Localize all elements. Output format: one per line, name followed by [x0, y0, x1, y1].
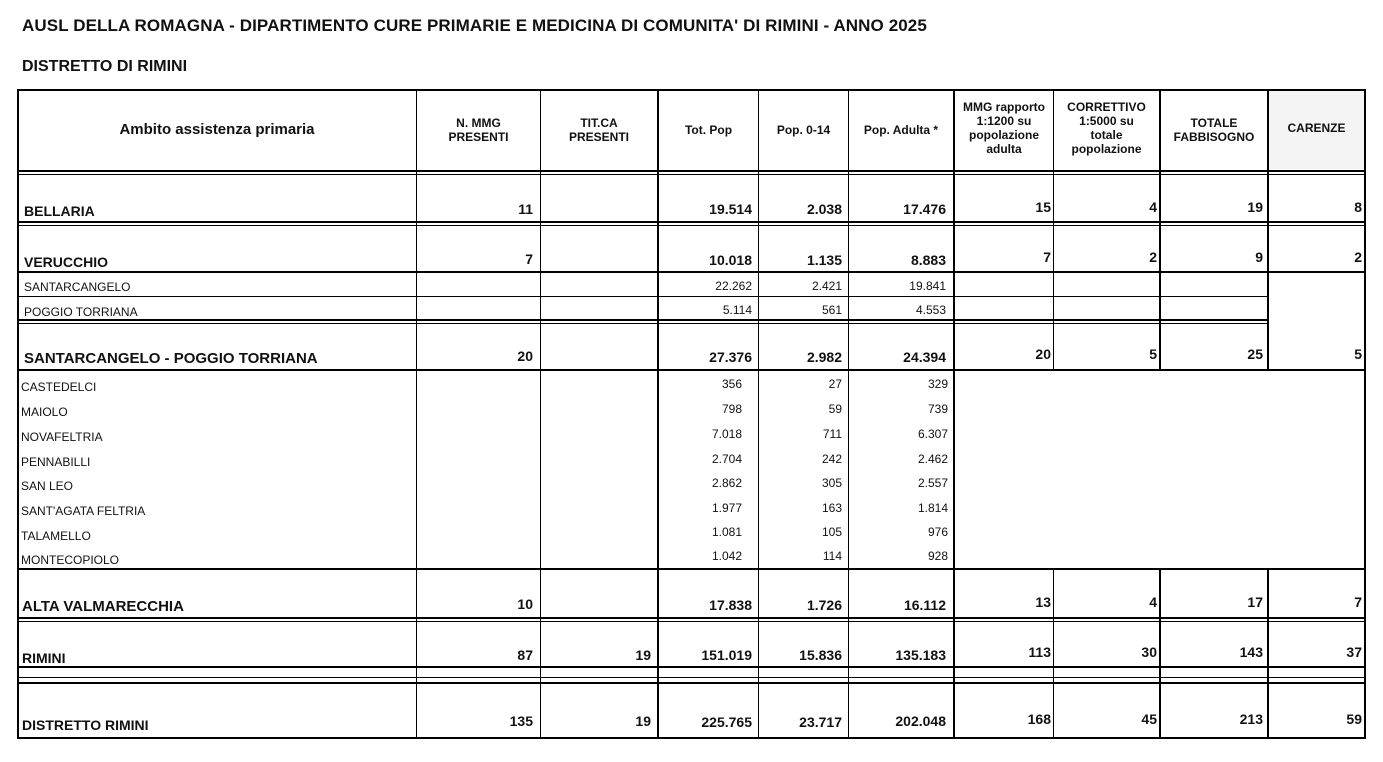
rule-header-double [17, 174, 1366, 175]
cell-mmg: 7 [525, 251, 533, 267]
cell-totpop: 225.765 [701, 714, 752, 730]
row-name: DISTRETTO RIMINI [22, 717, 149, 733]
cell-totpop: 798 [721, 402, 742, 416]
cell-adulta: 19.841 [909, 279, 946, 293]
header-correttivo-line3: totale [1090, 128, 1123, 142]
cell-totpop: 2.862 [711, 476, 742, 490]
cell-fabbisogno: 143 [1239, 644, 1263, 660]
cell-titca: 19 [635, 713, 651, 729]
rule-header-bottom [17, 170, 1366, 172]
cell-carenze: 37 [1346, 644, 1362, 660]
row-name: MAIOLO [21, 405, 68, 419]
cell-rapporto: 168 [1027, 711, 1051, 727]
row-name: BELLARIA [24, 203, 95, 219]
cell-pop014: 23.717 [799, 714, 842, 730]
cell-rapporto: 15 [1035, 199, 1051, 215]
cell-pop014: 242 [821, 452, 842, 466]
cell-correttivo: 4 [1149, 594, 1157, 610]
cell-rapporto: 20 [1035, 346, 1051, 362]
cell-pop014: 561 [821, 303, 842, 317]
row-name: RIMINI [22, 650, 66, 666]
header-rapporto-line3: popolazione [969, 128, 1039, 142]
cell-pop014: 59 [828, 402, 842, 416]
header-mmg-line2: PRESENTI [448, 130, 509, 144]
cell-pop014: 2.038 [806, 201, 842, 217]
cell-pop014: 1.726 [806, 597, 842, 613]
cell-mmg: 135 [509, 713, 533, 729]
cell-adulta: 24.394 [903, 349, 946, 365]
header-correttivo-line2: 1:5000 su [1079, 114, 1134, 128]
cell-pop014: 15.836 [799, 647, 842, 663]
cell-adulta: 202.048 [895, 713, 946, 729]
col-sep-mmg [540, 91, 541, 738]
cell-pop014: 711 [822, 427, 842, 441]
rule-santpoggio-bottom [17, 369, 1366, 371]
col-sep-ambito [416, 91, 417, 738]
cell-adulta: 6.307 [917, 427, 948, 441]
cell-adulta: 329 [927, 377, 948, 391]
header-correttivo [1054, 100, 1159, 156]
cell-adulta: 2.462 [917, 452, 948, 466]
cell-carenze: 8 [1354, 199, 1362, 215]
header-titca-line2: PRESENTI [568, 130, 629, 144]
cell-adulta: 135.183 [895, 647, 946, 663]
row-name: SANTARCANGELO [24, 280, 131, 294]
rule-poggio-bottom [17, 319, 1268, 321]
cell-mmg: 87 [517, 647, 533, 663]
rule-verucchio-top [17, 225, 1366, 226]
header-rapporto-line2: 1:1200 su [976, 114, 1032, 128]
row-name: PENNABILLI [21, 455, 91, 469]
header-mmg-line1: N. MMG [456, 116, 501, 130]
cell-mmg: 10 [517, 596, 533, 612]
cell-fabbisogno: 17 [1247, 594, 1263, 610]
header-rapporto [955, 100, 1053, 156]
cell-adulta: 1.814 [917, 501, 948, 515]
header-carenze: CARENZE [1287, 121, 1346, 135]
header-fabbisogno-line2: FABBISOGNO [1173, 130, 1255, 144]
row-name: VERUCCHIO [24, 254, 109, 270]
cell-rapporto: 13 [1035, 594, 1051, 610]
rule-rimini-bottom [17, 666, 1366, 668]
cell-mmg: 11 [518, 201, 533, 217]
cell-carenze: 2 [1354, 249, 1362, 265]
cell-rapporto: 7 [1043, 249, 1051, 265]
rule-spacer-bottom [17, 677, 1366, 678]
header-titca [541, 116, 657, 144]
rule-verucchio-bottom [17, 271, 1366, 273]
row-name: SAN LEO [21, 479, 74, 493]
cell-pop014: 114 [822, 549, 842, 563]
cell-pop014: 1.135 [806, 252, 842, 268]
header-correttivo-line1: CORRETTIVO [1067, 100, 1146, 114]
rule-santarcangelo-bottom [17, 296, 1268, 297]
cell-totpop: 1.081 [711, 525, 742, 539]
document-title: AUSL DELLA ROMAGNA - DIPARTIMENTO CURE PRIMARIE E MEDICINA DI COMUNITA' DI RIMINI - ANNO 2025 [22, 16, 927, 35]
cell-correttivo: 30 [1141, 644, 1157, 660]
cell-totpop: 151.019 [701, 647, 752, 663]
row-name: MONTECOPIOLO [21, 553, 120, 567]
cell-adulta: 2.557 [917, 476, 948, 490]
header-fabbisogno [1161, 116, 1267, 144]
cell-totpop: 22.262 [715, 279, 752, 293]
header-ambito: Ambito assistenza primaria [119, 121, 315, 138]
cell-totpop: 10.018 [709, 252, 752, 268]
cell-carenze: 59 [1346, 711, 1362, 727]
cell-correttivo: 5 [1149, 346, 1157, 362]
cell-totpop: 27.376 [709, 349, 752, 365]
cell-pop014: 2.982 [806, 349, 842, 365]
cell-pop014: 2.421 [811, 279, 842, 293]
rule-bellaria-bottom [17, 221, 1366, 223]
cell-fabbisogno: 9 [1255, 249, 1263, 265]
cell-fabbisogno: 25 [1247, 346, 1263, 362]
header-totpop: Tot. Pop [684, 123, 733, 137]
header-popadulta: Pop. Adulta * [863, 123, 939, 137]
cell-correttivo: 45 [1141, 711, 1157, 727]
row-name: SANTARCANGELO - POGGIO TORRIANA [24, 350, 318, 367]
rule-rimini-top [17, 621, 1366, 622]
cell-pop014: 305 [821, 476, 842, 490]
cell-totpop: 17.838 [709, 597, 752, 613]
row-name: POGGIO TORRIANA [24, 305, 138, 319]
cell-correttivo: 2 [1149, 249, 1157, 265]
header-fabbisogno-line1: TOTALE [1190, 116, 1238, 130]
col-sep-adulta [953, 91, 955, 738]
cell-mmg: 20 [517, 348, 533, 364]
cell-totpop: 7.018 [711, 427, 742, 441]
row-name: SANT'AGATA FELTRIA [21, 504, 146, 518]
header-rapporto-line1: MMG rapporto [963, 100, 1045, 114]
cell-adulta: 17.476 [903, 201, 946, 217]
cell-carenze: 5 [1354, 346, 1362, 362]
rule-altaval-bottom [17, 617, 1366, 619]
cell-pop014: 163 [821, 501, 842, 515]
district-subtitle: DISTRETTO DI RIMINI [22, 58, 188, 75]
row-name: TALAMELLO [21, 529, 91, 543]
cell-adulta: 16.112 [903, 597, 946, 613]
cell-totpop: 356 [721, 377, 742, 391]
cell-totpop: 2.704 [711, 452, 742, 466]
cell-fabbisogno: 213 [1239, 711, 1263, 727]
rule-distretto-top [17, 682, 1366, 684]
cell-fabbisogno: 19 [1247, 199, 1263, 215]
row-name: CASTEDELCI [21, 380, 97, 394]
cell-totpop: 5.114 [722, 303, 752, 317]
cell-adulta: 928 [927, 549, 948, 563]
cell-correttivo: 4 [1149, 199, 1157, 215]
cell-rapporto: 113 [1028, 644, 1051, 660]
header-correttivo-line4: popolazione [1071, 142, 1142, 156]
header-rapporto-line4: adulta [986, 142, 1022, 156]
cell-pop014: 27 [828, 377, 842, 391]
cell-pop014: 105 [821, 525, 842, 539]
rule-santpoggio-top [17, 323, 1268, 324]
cell-carenze: 7 [1354, 594, 1362, 610]
cell-totpop: 1.977 [711, 501, 742, 515]
cell-totpop: 1.042 [711, 549, 742, 563]
cell-adulta: 4.553 [915, 303, 946, 317]
cell-adulta: 739 [927, 402, 948, 416]
cell-totpop: 19.514 [709, 201, 752, 217]
cell-adulta: 976 [927, 525, 948, 539]
header-mmg [417, 116, 540, 144]
cell-adulta: 8.883 [910, 252, 946, 268]
row-name: NOVAFELTRIA [21, 430, 103, 444]
row-name: ALTA VALMARECCHIA [22, 598, 184, 615]
rule-comuni-bottom [17, 568, 1366, 570]
header-pop014: Pop. 0-14 [776, 123, 831, 137]
cell-titca: 19 [635, 647, 651, 663]
header-titca-line1: TIT.CA [580, 116, 618, 130]
